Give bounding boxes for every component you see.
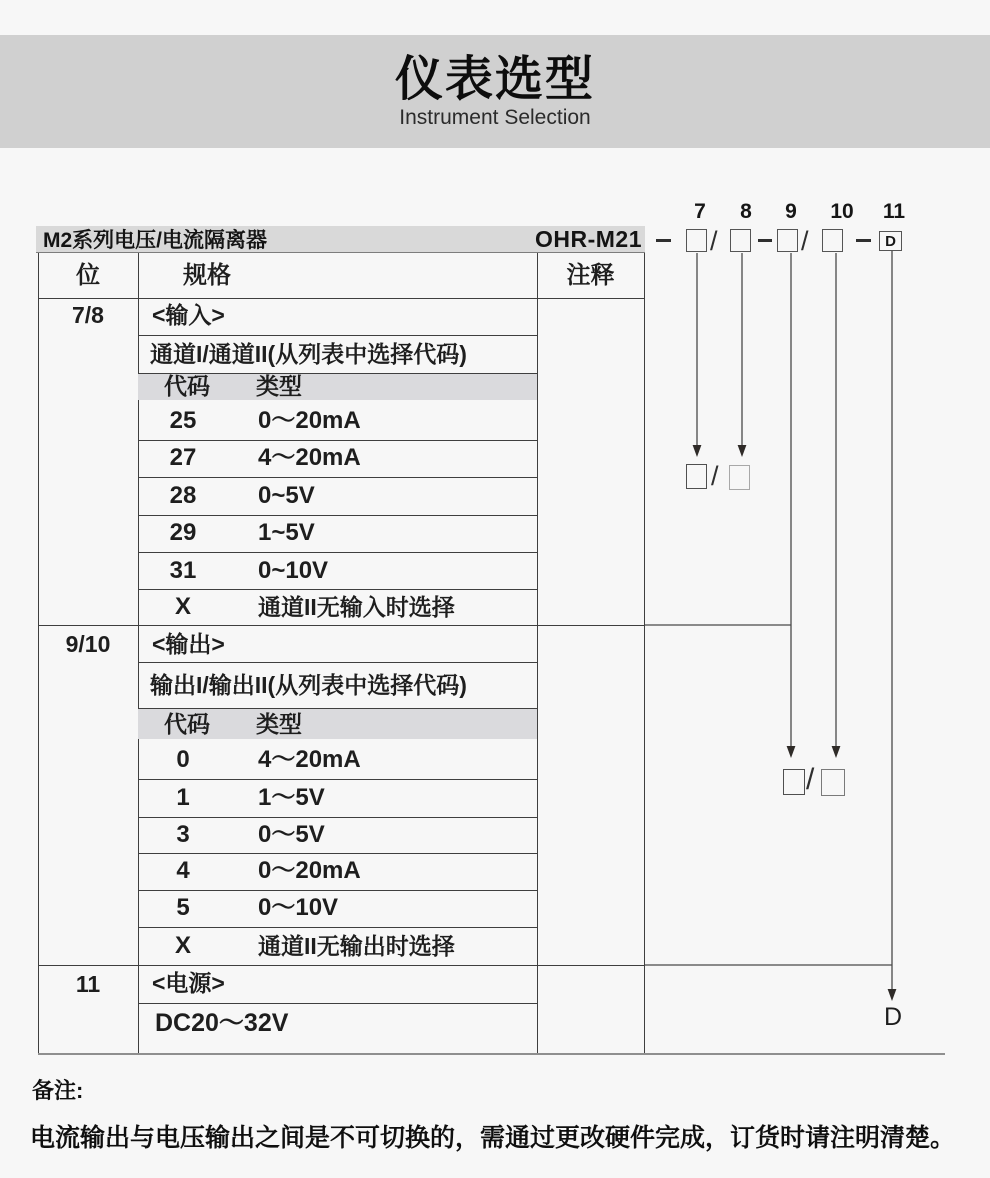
- input-row-type: 0~5V: [258, 482, 315, 509]
- remarks-text: 电流输出与电压输出之间是不可切换的，需通过更改硬件完成，订货时请注明清楚。: [30, 1124, 956, 1152]
- output-row-type: 1～5V: [258, 784, 325, 811]
- table-row-line: [138, 440, 537, 441]
- input-channel-slash: /: [711, 461, 719, 491]
- code-slash: /: [801, 226, 809, 256]
- product-series-name: M2系列电压/电流隔离器: [43, 229, 268, 252]
- table-border-right: [644, 253, 645, 1054]
- input-row-code: X: [174, 593, 191, 620]
- output-channel-box-2: [821, 769, 845, 796]
- output-row-type: 4～20mA: [258, 746, 361, 773]
- product-model-code: OHR-M21: [534, 225, 642, 252]
- output-row-code: 5: [176, 894, 190, 921]
- input-section-tag: <输入>: [152, 302, 225, 328]
- input-row-type: 通道II无输入时选择: [258, 594, 455, 620]
- col-header-note: 注释: [566, 262, 615, 289]
- power-section-tag: <电源>: [152, 970, 225, 996]
- output-row-code: X: [174, 932, 191, 959]
- section-pos-7-8: 7/8: [72, 302, 104, 328]
- output-row-type: 0～5V: [258, 821, 325, 848]
- table-row-line: [138, 515, 537, 516]
- position-label-11: 11: [882, 200, 906, 223]
- table-row-line: [138, 477, 537, 478]
- table-row-line: [138, 552, 537, 553]
- output-channel-box-1: [783, 769, 805, 795]
- arrow-heads: [693, 445, 897, 1001]
- input-type-header: 类型: [256, 373, 302, 399]
- section-pos-11: 11: [75, 971, 101, 997]
- output-type-header: 类型: [256, 711, 302, 737]
- input-section-desc: 通道I/通道II(从列表中选择代码): [150, 341, 467, 367]
- input-row-code: 31: [169, 557, 197, 584]
- table-row-line: [138, 927, 537, 928]
- page-title: 仪表选型: [394, 52, 595, 106]
- position-label-8: 8: [740, 200, 752, 223]
- code-box-8: [730, 229, 751, 252]
- code-slash: /: [710, 226, 718, 256]
- header-banner: [0, 35, 990, 148]
- table-row-line: [138, 890, 537, 891]
- output-section-desc: 输出I/输出II(从列表中选择代码): [150, 672, 467, 698]
- input-row-code: 25: [169, 407, 197, 434]
- position-label-10: 10: [830, 200, 854, 223]
- product-title-bar: [36, 226, 645, 253]
- position-label-7: 7: [694, 200, 706, 223]
- table-section-line: [38, 965, 645, 966]
- code-dash: [758, 239, 772, 242]
- output-row-type: 0～10V: [258, 894, 339, 921]
- input-row-code: 29: [169, 519, 197, 546]
- code-box-9: [777, 229, 798, 252]
- output-section-tag: <输出>: [152, 631, 225, 657]
- table-row-line: [138, 779, 537, 780]
- input-row-type: 1~5V: [258, 519, 315, 546]
- input-row-code: 27: [169, 444, 197, 471]
- position-label-9: 9: [785, 200, 797, 223]
- input-channel-box-1: [686, 464, 707, 489]
- arrow-lines: [645, 251, 892, 990]
- output-row-code: 1: [176, 784, 190, 811]
- output-row-type: 通道II无输出时选择: [258, 933, 455, 959]
- input-code-header: 代码: [164, 373, 210, 399]
- power-code-target: D: [883, 1003, 903, 1031]
- table-row-line: [138, 589, 537, 590]
- output-row-code: 0: [176, 746, 190, 773]
- section-pos-9-10: 9/10: [65, 631, 111, 657]
- output-row-type: 0～20mA: [258, 857, 361, 884]
- remarks-label: 备注:: [32, 1078, 84, 1103]
- table-border-bottom: [38, 1053, 945, 1055]
- page-subtitle: Instrument Selection: [399, 105, 591, 129]
- input-row-type: 4～20mA: [258, 444, 361, 471]
- code-dash: [856, 239, 871, 242]
- input-row-code: 28: [169, 482, 197, 509]
- input-row-type: 0~10V: [258, 557, 329, 584]
- table-section-line: [38, 625, 645, 626]
- output-code-header: 代码: [164, 711, 210, 737]
- code-box-11-power: D: [879, 231, 902, 251]
- input-row-type: 0～20mA: [258, 407, 361, 434]
- output-row-code: 3: [176, 821, 190, 848]
- table-row-line: [138, 853, 537, 854]
- col-header-pos: 位: [76, 262, 100, 289]
- power-spec-value: DC20～32V: [155, 1009, 289, 1037]
- code-dash: [656, 239, 671, 242]
- table-row-line: [138, 662, 537, 663]
- input-channel-box-2: [729, 465, 750, 490]
- table-row-line: [138, 1003, 537, 1004]
- code-box-7: [686, 229, 707, 252]
- output-row-code: 4: [176, 857, 190, 884]
- table-row-line: [138, 817, 537, 818]
- table-row-line: [38, 298, 645, 299]
- table-row-line: [138, 335, 537, 336]
- col-header-spec: 规格: [183, 262, 231, 289]
- code-box-10: [822, 229, 843, 252]
- output-channel-slash: /: [806, 763, 815, 796]
- table-divider-spec-note: [537, 253, 538, 1054]
